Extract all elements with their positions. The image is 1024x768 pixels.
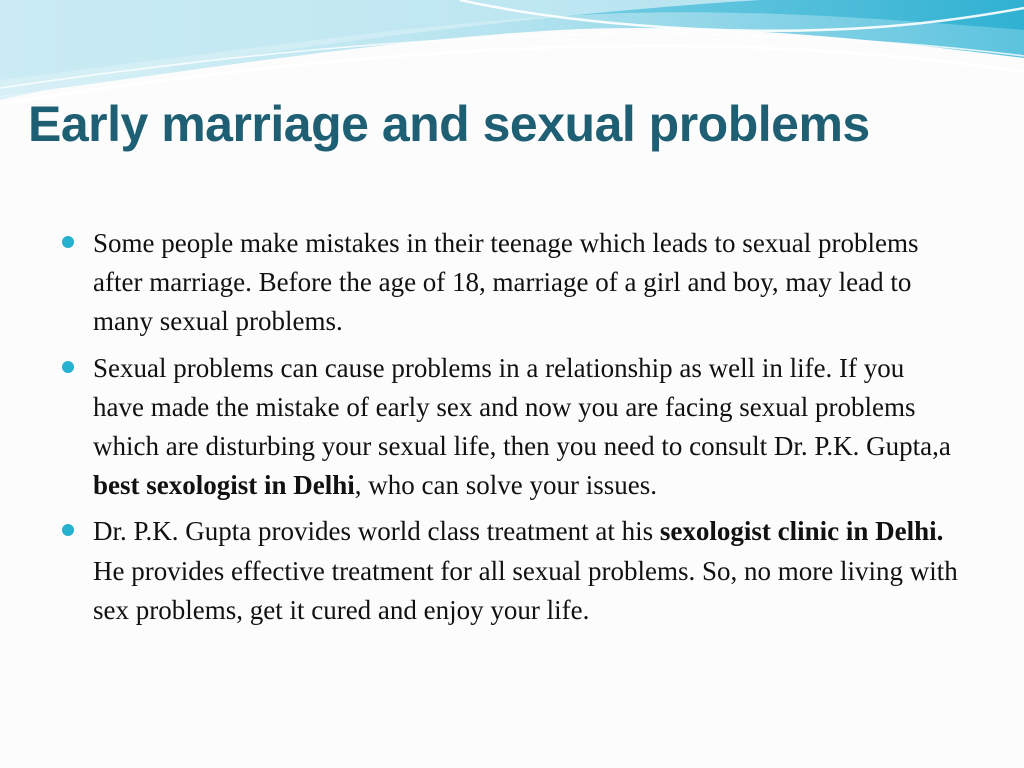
bullet-bold-text: best sexologist in Delhi xyxy=(93,470,355,501)
bullet-dot-icon xyxy=(62,236,74,248)
bullet-text: , who can solve your issues. xyxy=(354,470,657,501)
bullet-text: He provides effective treatment for all sexual problems. So, no more living with sex problems, get it cured and enjoy your life. xyxy=(93,555,958,625)
bullet-dot-icon xyxy=(62,361,74,373)
bullet-bold-text: sexologist clinic in Delhi. xyxy=(659,516,944,547)
bullet-item xyxy=(60,512,960,630)
bullet-item xyxy=(60,224,960,342)
slide-title: Early marriage and sexual problems xyxy=(28,96,870,152)
bullet-text: Dr. P.K. Gupta provides world class treatment at his xyxy=(93,516,660,547)
bullet-list xyxy=(60,224,960,637)
bullet-text: Sexual problems can cause problems in a relationship as well in life. If you have made the mistake of early sex and now you are facing sexual problems which are disturbing your sexual life, then you need to consult Dr. P.K. Gupta,a xyxy=(93,352,951,462)
bullet-dot-icon xyxy=(62,524,74,536)
bullet-item xyxy=(60,349,960,506)
bullet-text: Some people make mistakes in their teenage which leads to sexual problems after marriage. Before the age of 18, marriage of a girl and boy, may lead to many sexual problems. xyxy=(93,228,919,337)
